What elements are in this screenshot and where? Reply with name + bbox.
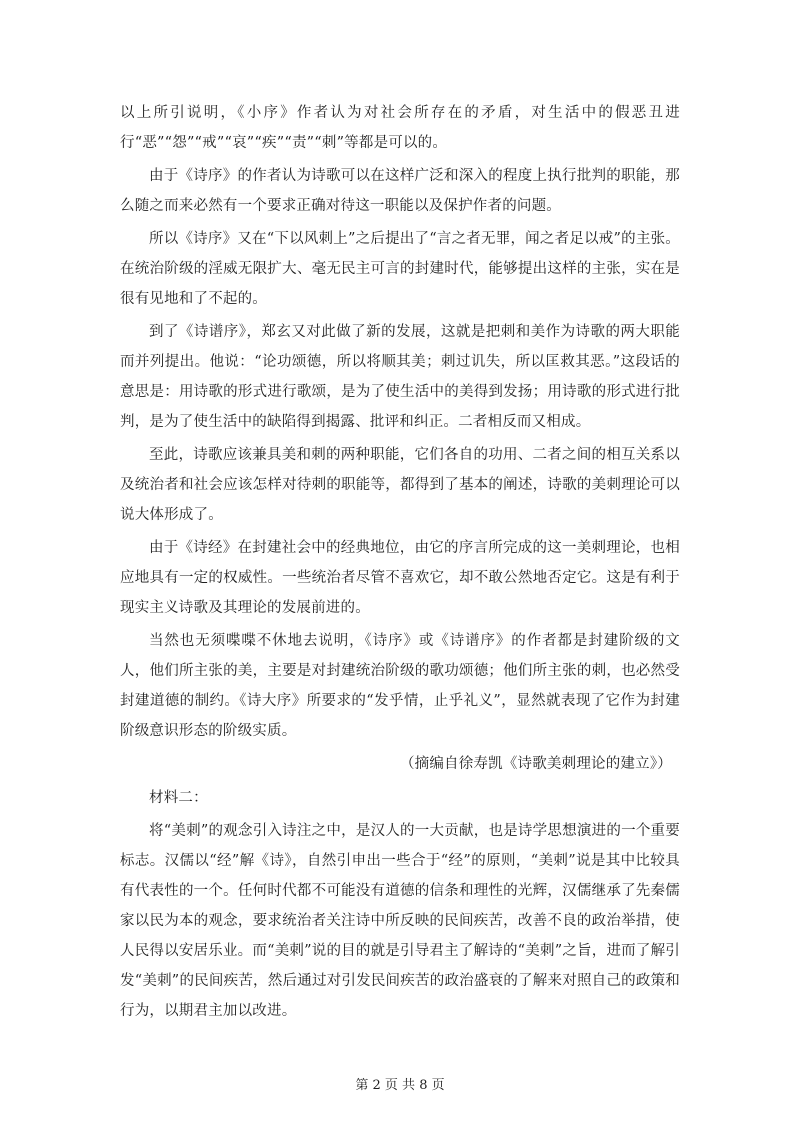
- paragraph-5: 至此，诗歌应该兼具美和刺的两种职能，它们各自的功用、二者之间的相互关系以及统治者和社会应该怎样对待刺的职能等，都得到了基本的阐述，诗歌的美刺理论可以说大体形成了。: [120, 447, 680, 523]
- paragraph-4: 到了《诗谱序》，郑玄又对此做了新的发展，这就是把刺和美作为诗歌的两大职能而并列提出。他说：“论功颂德，所以将顺其美；刺过讥失，所以匡救其恶。”这段话的意思是：用诗歌的形式进行歌颂，是为了使生活中的美得到发扬；用诗歌的形式进行批判，是为了使生活中的缺陷得到揭露、批评和纠正。二者相反而又相成。: [120, 324, 680, 430]
- material-two-paragraph: 将“美刺”的观念引入诗注之中，是汉人的一大贡献，也是诗学思想演进的一个重要标志。汉儒以“经”解《诗》，自然引申出一些合于“经”的原则，“美刺”说是其中比较具有代表性的一个。任何时代都不可能没有道德的信条和理性的光辉，汉儒继承了先秦儒家以民为本的观念，要求统治者关注诗中所反映的民间疾苦，改善不良的政治举措，使人民得以安居乐业。而“美刺”说的目的就是引导君主了解诗的“美刺”之旨，进而了解引发“美刺”的民间疾苦，然后通过对引发民间疾苦的政治盛衰的了解来对照自己的政策和行为，以期君主加以改进。: [120, 823, 680, 1019]
- paragraph-2: 由于《诗序》的作者认为诗歌可以在这样广泛和深入的程度上执行批判的职能，那么随之而来必然有一个要求正确对待这一职能以及保护作者的问题。: [120, 168, 680, 214]
- paragraph-3: 所以《诗序》又在“下以风刺上”之后提出了“言之者无罪，闻之者足以戒”的主张。在统治阶级的淫威无限扩大、毫无民主可言的封建时代，能够提出这样的主张，实在是很有见地和了不起的。: [120, 231, 680, 307]
- page-content: [120, 98, 680, 1029]
- paragraph-6: 由于《诗经》在封建社会中的经典地位，由它的序言所完成的这一美刺理论，也相应地具有一定的权威性。一些统治者尽管不喜欢它，却不敢公然地否定它。这是有利于现实主义诗歌及其理论的发展前进的。: [120, 540, 680, 616]
- paragraph-1: 以上所引说明，《小序》作者认为对社会所存在的矛盾，对生活中的假恶丑进行“恶”“怨”“戒”“哀”“疾”“责”“刺”等都是可以的。: [120, 105, 680, 151]
- paragraph-7: 当然也无须喋喋不休地去说明，《诗序》或《诗谱序》的作者都是封建阶级的文人，他们所主张的美，主要是对封建统治阶级的歌功颂德；他们所主张的刺，也必然受封建道德的制约。《诗大序》所要求的“发乎情，止乎礼义”，显然就表现了它作为封建阶级意识形态的阶级实质。: [120, 633, 680, 739]
- page-number: 第 2 页 共 8 页: [355, 1078, 445, 1093]
- material-label: 材料二：: [149, 790, 208, 806]
- source-citation: （摘编自徐寿凯《诗歌美刺理论的建立》）: [399, 756, 672, 772]
